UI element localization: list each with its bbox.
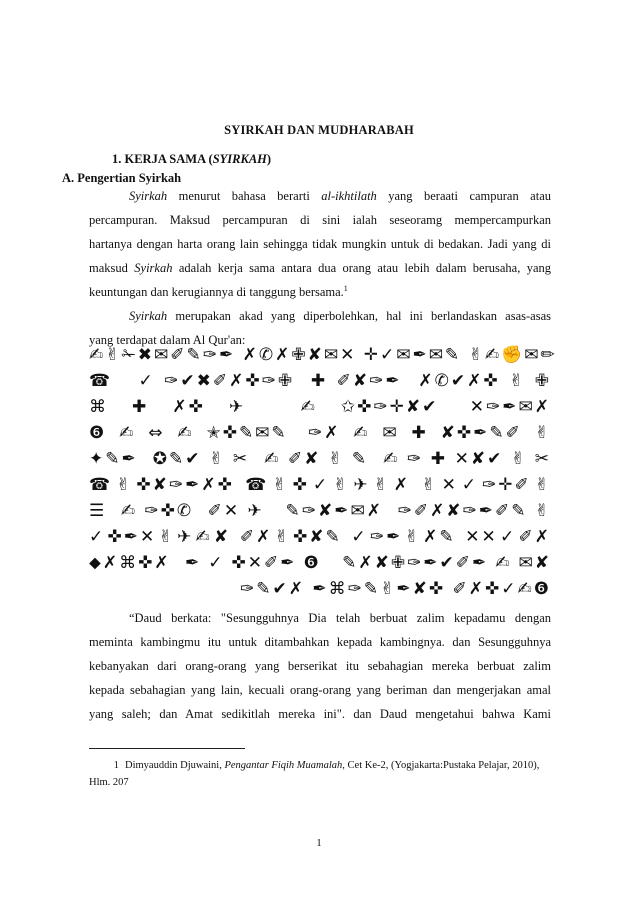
verse-line: ☎ ✓✑✔✖✐✗✜✑✙ ✚✐✘✑✒ ✗✆✔✗✜✌✙: [89, 371, 551, 391]
term-italic: Syirkah: [129, 189, 168, 203]
term-italic: Syirkah: [134, 261, 173, 275]
text-run: yang beraati campuran atau: [376, 189, 551, 203]
footnote-text: , Cet Ke-2, (Yogjakarta:Pustaka Pelajar, 2010),: [342, 760, 540, 771]
verse-line: ✓✜✒✕✌✈✍✘ ✐✗✌✜✘✎ ✓✑✒✌✗✎ ✕✕✓✐✗: [89, 527, 551, 547]
verse-line: ☎✌✜✘✑✒✗✜ ☎✌✜✓✌✈✌✗ ✌✕✓✑✛✐✌: [89, 475, 551, 495]
section-heading-1: [112, 152, 271, 167]
verse-line: ✑✎✔✗ ✒⌘✑✎✌✒✘✜ ✐✗✜✓✍❻: [240, 579, 551, 599]
page-number: 1: [316, 837, 322, 849]
verse-line: ✦✎✒ ✪✎✔✌✂ ✍✐✘✌✎ ✍✑✚✕✘✔✌✂: [89, 449, 551, 469]
verse-line: ✍✌✁✖✉✐✎✑✒ ✗✆✗✙✘✉✕ ✛✓✉✒✉✎ ✌✍✊✉✏: [89, 345, 557, 365]
paragraph-line: [89, 208, 551, 232]
paragraph-line: [89, 184, 551, 208]
section-number: 1.: [112, 152, 122, 166]
verse-line: ⌘✚✗✜✈ ✍✩✜✑✛✘✔ ✕✑✒✉✗: [89, 397, 551, 417]
verse-line: ❻✍⇔✍✭✜✎✉✎ ✑✗✍✉✚✘✜✒✎✐✌: [89, 423, 551, 443]
footnote-book-title: Pengantar Fiqih Muamalah: [224, 760, 343, 771]
footnote-divider: [89, 748, 245, 749]
paragraph-line: yang saleh; dan Amat sedikitlah mereka ini". dan Daud mengetahui bahwa Kami: [89, 707, 551, 721]
paragraph-translation: [89, 606, 551, 726]
term-italic: al-ikhtilath: [321, 189, 377, 203]
quran-verse-symbol-block: [89, 344, 557, 604]
footnote-line: [89, 757, 551, 774]
section-label-italic: SYIRKAH: [212, 152, 267, 166]
paragraph-line: [89, 304, 551, 328]
verse-line: ⬥✗⌘✜✗ ✒✓✜✕✐✒❻ ✎✗✘✙✑✒✔✐✒✍✉✘: [89, 553, 551, 573]
paragraph-line: kebanyakan dari orang-orang yang berserikat itu sebahagian mereka berbuat zalim: [89, 659, 551, 673]
paragraph-definition: [89, 184, 551, 304]
text-run: menurut bahasa berarti: [167, 189, 322, 203]
term-italic: Syirkah: [129, 309, 168, 323]
section-label-suffix: ): [266, 152, 272, 166]
paragraph-line: meminta kambingmu itu untuk ditambahkan kepada kambingnya. dan Sesungguhnya: [89, 635, 551, 649]
paragraph-line: [89, 280, 551, 304]
text-run: hartanya dengan harta orang lain sehingga tidak mungkin untuk di bedakan. Jadi yang di: [89, 237, 551, 251]
footnote-number: 1: [113, 760, 119, 771]
text-run: maksud: [89, 261, 135, 275]
footnote: [89, 757, 551, 791]
text-run: adalah kerja sama antara dua orang atau lebih dalam berusaha, yang: [172, 261, 551, 275]
paragraph-line: [89, 256, 551, 280]
subsection-heading-a: A. Pengertian Syirkah: [62, 171, 182, 185]
footnote-ref[interactable]: 1: [343, 283, 348, 293]
paragraph-line: [89, 232, 551, 256]
page-title: SYIRKAH DAN MUDHARABAH: [224, 123, 414, 137]
section-label-prefix: KERJA SAMA (: [124, 152, 213, 166]
footnote-line: Hlm. 207: [89, 777, 129, 788]
text-run: merupakan akad yang diperbolehkan, hal ini berlandaskan asas-asas: [167, 309, 551, 323]
text-run: yang terdapat dalam Al Qur'an:: [89, 333, 246, 347]
text-run: keuntungan dan kerugiannya di tanggung bersama.: [89, 285, 344, 299]
paragraph-line: kepada sebahagian yang lain, kecuali orang-orang yang beriman dan mengerjakan amal: [89, 683, 551, 697]
paragraph-line: “Daud berkata: "Sesungguhnya Dia telah berbuat zalim kepadamu dengan: [129, 611, 551, 625]
text-run: percampuran. Maksud percampuran di sini ialah seseoramg mempercampurkan: [89, 213, 551, 227]
footnote-text: Dimyauddin Djuwaini,: [125, 760, 225, 771]
verse-line: ☰ ✍✑✜✆ ✐✕✈ ✎✑✘✒✉✗ ✑✐✗✘✑✒✐✎✌: [89, 501, 551, 521]
